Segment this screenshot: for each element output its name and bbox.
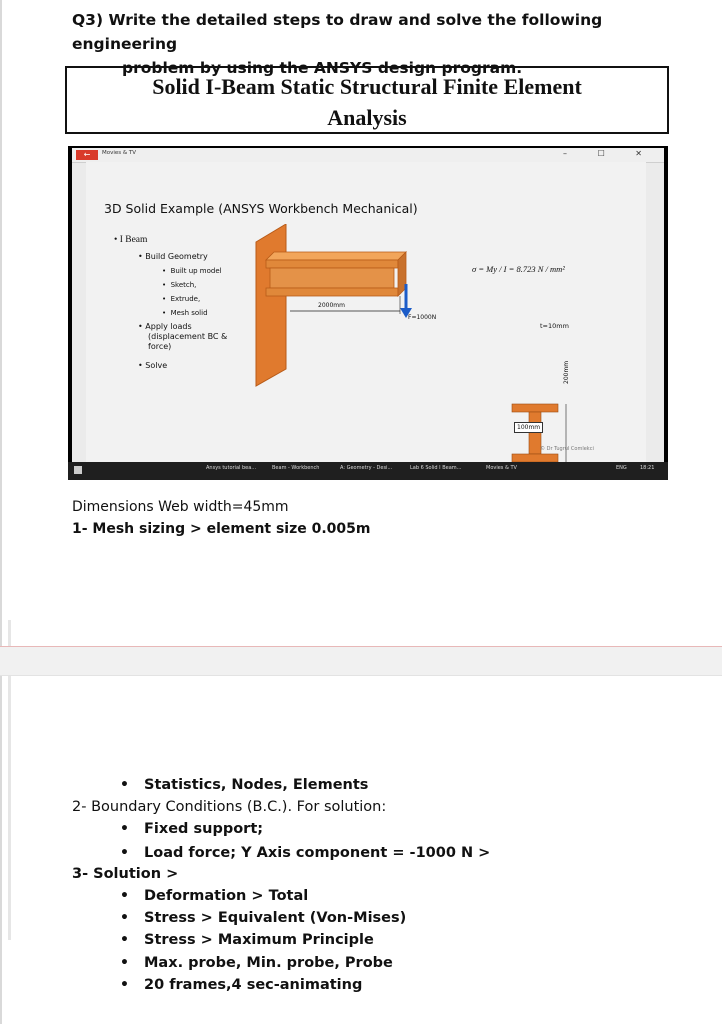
start-icon[interactable]	[74, 466, 82, 474]
window-titlebar	[72, 148, 664, 163]
bullet-built-up: • Built up model	[162, 267, 222, 275]
section-top-flange	[512, 404, 558, 412]
task-geometry[interactable]: A: Geometry - Desi...	[340, 465, 393, 471]
bullet-solve: • Solve	[138, 361, 168, 370]
bullet-fixed-support: • Fixed support;	[120, 821, 264, 837]
title-box	[65, 66, 669, 134]
question-line-1: Q3) Write the detailed steps to draw and solve the following engineering	[72, 11, 603, 53]
ibeam-diagram	[248, 224, 668, 462]
top-flange-face	[266, 252, 406, 260]
page-edge	[0, 0, 2, 1024]
slide-title: 3D Solid Example (ANSYS Workbench Mechanical)	[104, 201, 418, 216]
bullet-von-mises: • Stress > Equivalent (Von-Mises)	[120, 910, 407, 926]
title-line-2: Analysis	[327, 105, 407, 130]
top-flange	[266, 260, 398, 268]
window-title: Movies & TV	[102, 150, 137, 156]
flange-width-label: 100mm	[514, 422, 543, 433]
tray-clock: 18:21	[640, 465, 655, 471]
step-1: 1- Mesh sizing > element size 0.005m	[72, 521, 371, 537]
back-button[interactable]: ←	[76, 150, 98, 160]
task-workbench[interactable]: Beam - Workbench	[272, 465, 320, 471]
bullet-probes: • Max. probe, Min. probe, Probe	[120, 955, 393, 971]
bullet-mesh-solid: • Mesh solid	[162, 309, 208, 317]
task-lab6[interactable]: Lab 6 Solid I Beam...	[410, 465, 462, 471]
fixed-wall	[256, 224, 286, 386]
bullet-deformation: • Deformation > Total	[120, 888, 309, 904]
taskbar	[68, 462, 668, 480]
thickness-label: t=10mm	[540, 322, 569, 330]
bullet-ibeam: • I Beam	[114, 235, 148, 245]
bottom-flange	[266, 288, 398, 296]
step-2: 2- Boundary Conditions (B.C.). For solution:	[72, 799, 387, 815]
height-label: 200mm	[563, 360, 570, 384]
title-line-1: Solid I-Beam Static Structural Finite Element	[152, 74, 582, 99]
bullet-statistics: • Statistics, Nodes, Elements	[120, 777, 369, 793]
bullet-apply-loads: • Apply loads (displacement BC & force)	[138, 322, 228, 351]
tray-language: ENG	[616, 465, 627, 471]
bullet-load-force: • Load force; Y Axis component = -1000 N >	[120, 845, 491, 861]
question-line-2: problem by using the ANSYS design program.	[122, 59, 523, 77]
beam-length-label: 2000mm	[318, 302, 345, 309]
bullet-sketch: • Sketch,	[162, 281, 197, 289]
beam-web	[270, 268, 394, 288]
bullet-max-principle: • Stress > Maximum Principle	[120, 932, 374, 948]
embedded-screenshot	[68, 146, 668, 480]
stress-formula: σ = My / I = 8.723 N / mm²	[472, 264, 565, 274]
dimensions-text: Dimensions Web width=45mm	[72, 499, 289, 515]
bullet-build-geometry: • Build Geometry	[138, 252, 208, 261]
force-label: F=1000N	[408, 314, 437, 321]
bullet-extrude: • Extrude,	[162, 295, 201, 303]
window-controls[interactable]: – ☐ ✕	[563, 149, 656, 158]
section-bottom-flange	[512, 454, 558, 462]
credit-text: © Dr Tugrul Comlekci	[540, 446, 594, 452]
task-movies-tv[interactable]: Movies & TV	[486, 465, 517, 471]
page-break	[0, 646, 722, 676]
bullet-animation: • 20 frames,4 sec-animating	[120, 977, 363, 993]
step-3: 3- Solution >	[72, 866, 179, 882]
task-ansys-tutorial[interactable]: Ansys tutorial bea...	[206, 465, 257, 471]
